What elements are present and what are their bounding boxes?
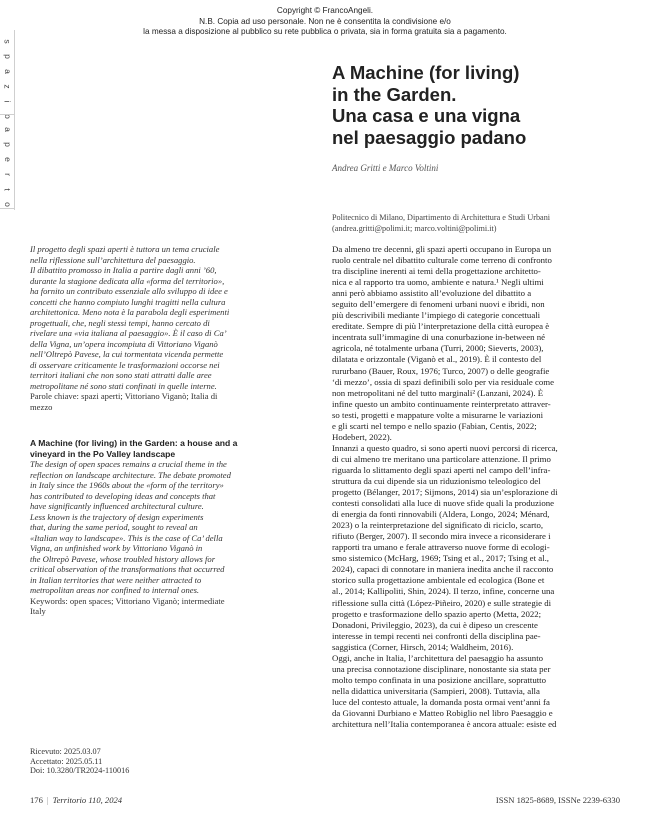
sidebar-letter: z <box>2 84 13 89</box>
body-line: architettura nell’Italia contemporanea è ancora attuale: esiste ed <box>332 719 557 730</box>
body-line: ruolo centrale nel dibattito culturale come terreno di confronto <box>332 255 552 266</box>
abstract-line: has contributed to developing ideas and concepts that <box>30 490 216 501</box>
body-line: più descrivibili mediante l’impiego di categorie concettuali <box>332 310 541 321</box>
sidebar-letter: e <box>2 157 13 162</box>
abstract-line: ha fornito un contributo essenziale allo sviluppo di idee e <box>30 286 228 296</box>
sidebar-letter: r <box>2 173 13 176</box>
body-line: Innanzi a questo quadro, si sono aperti nuovi percorsi di ricerca, <box>332 442 558 453</box>
abstract-line: in Italy since the 1960s about the «form of the territory» <box>30 480 224 490</box>
body-line: struttura da cui dipende sia un riduzionismo teleologico del <box>332 475 541 486</box>
abstract-line: nell’Oltrepò Pavese, la cui tormentata vicenda permette <box>30 349 224 359</box>
article-authors: Andrea Gritti e Marco Voltini <box>332 163 439 173</box>
body-line: ‘di mezzo’, ossia di spazi definibili solo per via residuale come <box>332 376 555 387</box>
author-affiliation <box>332 213 632 234</box>
keywords-line: Italy <box>30 606 46 616</box>
doi: Doi: 10.3280/TR2024-110016 <box>30 766 130 776</box>
body-line: storico sulla progettazione ambientale ed ecologica (Bone et <box>332 575 545 586</box>
abstract-line: concetti che hanno compiuto lunghi tragitti nella cultura <box>30 296 226 307</box>
abstract-line: metropolitane né sono stati confinati in quelle interne. <box>30 380 217 391</box>
body-line: saggistica (Corner, Hirsch, 2014; Waldheim, 2016). <box>332 641 514 652</box>
body-line: progetto e trasformazione dello spazio aperto (Metta, 2022; <box>332 608 542 619</box>
body-line: non metropolitani né del tutto marginali² (Lanzani, 2024). È <box>332 387 544 398</box>
abstract-line: di osservare criticamente le trasformazioni occorse nei <box>30 359 220 370</box>
abstract-line: Il dibattito promosso in Italia a partire dagli anni ’60, <box>30 265 217 275</box>
body-line: nica e al rapporto tra uomo, ambiente e natura.¹ Negli ultimi <box>332 277 544 288</box>
abstract-line: critical observation of the transformations that occurred <box>30 564 225 574</box>
body-line: infine questo un ambito continuamente reinterpretato attraver- <box>332 398 551 409</box>
sidebar-letter: p <box>2 142 13 147</box>
body-text-column <box>332 244 622 730</box>
body-line: so testi, progetti e mappature volte a misurarne le variazioni <box>332 409 544 420</box>
copyright-notice <box>0 6 650 38</box>
keywords-line: Keywords: open spaces; Vittoriano Viganò; intermediate <box>30 595 225 606</box>
body-line: riflessione sulla città (López-Piñeiro, 2020) e sulle strategie di <box>332 597 552 608</box>
body-line: agricola, né totalmente urbana (Turri, 2000; Sieverts, 2003), <box>332 343 544 354</box>
abstract-english <box>30 459 305 596</box>
page-number: 176 <box>30 795 43 805</box>
english-title <box>30 438 305 459</box>
english-title-line: A Machine (for living) in the Garden: a house and a <box>30 438 238 448</box>
body-line: di cui almeno tre meritano una particolare attenzione. Il primo <box>332 453 551 464</box>
body-line: progetto (Bélanger, 2017; Sijmons, 2014) sia un’esplorazione di <box>332 487 558 498</box>
body-line: 2023) o la reinterpretazione del significato di riciclo, scarto, <box>332 520 544 531</box>
body-line: e gli scarti nel tempo e nello spazio (Fabian, Centis, 2022; <box>332 420 537 431</box>
footer-separator: | <box>46 795 49 805</box>
title-line: in the Garden. <box>332 83 457 105</box>
abstract-line: «Italian way to landscape». This is the case of Ca’ della <box>30 532 223 543</box>
body-line: tra discipline inerenti ai temi della progettazione architetto- <box>332 266 541 277</box>
body-line: ereditate. Sempre di più l’interpretazione della città europea è <box>332 321 550 332</box>
section-sidebar <box>0 30 15 210</box>
body-line: dilatata e orizzontale (Viganò et al., 2019). È il contesto del <box>332 354 542 365</box>
body-line: molto tempo confinata in una posizione ancillare, soprattutto <box>332 674 546 685</box>
sidebar-letter: o <box>2 114 13 119</box>
abstract-line: the Oltrepò Pavese, whose troubled history allows for <box>30 553 216 564</box>
abstract-line: metropolitan areas nor confined to internal ones. <box>30 585 200 595</box>
keywords-line: Parole chiave: spazi aperti; Vittoriano Viganò; Italia di <box>30 391 218 401</box>
abstract-line: nella riflessione sull’architettura del paesaggio. <box>30 254 196 265</box>
abstract-line: Less known is the trajectory of design experiments <box>30 511 204 522</box>
abstracts-column <box>30 244 305 617</box>
issn: ISSN 1825-8689, ISSNe 2239-6330 <box>495 795 620 805</box>
affiliation-line: (andrea.gritti@polimi.it; marco.voltini@polimi.it) <box>332 223 497 233</box>
sidebar-word-spazio <box>0 34 14 124</box>
body-line: smo sistemico (McHarg, 1969; Tsing et al., 2017; Tsing et al., <box>332 553 549 564</box>
body-line: anni però abbiamo assistito all’evoluzione del dibattito a <box>332 288 532 299</box>
copyright-line: Copyright © FrancoAngeli. <box>276 6 374 15</box>
title-line: nel paesaggio padano <box>332 126 527 148</box>
body-line: una precisa connotazione disciplinare, nonostante sia stata per <box>332 663 551 674</box>
abstract-line: in Italian territories that were neither attracted to <box>30 574 202 585</box>
accepted-date: Accettato: 2025.05.11 <box>30 756 103 766</box>
body-line: rifiuto (Berger, 2007). Il secondo mira invece a riconsiderare i <box>332 531 551 542</box>
copyright-line: la messa a disposizione al pubblico su rete pubblica o privata, sia in forma gratuita sia a pagamento. <box>143 27 507 37</box>
keywords-line: mezzo <box>30 401 53 412</box>
sidebar-letter: s <box>2 39 13 44</box>
sidebar-divider <box>0 114 14 115</box>
body-line: al., 2014; Kallipoliti, Shin, 2024). Il terzo, infine, concerne una <box>332 586 555 597</box>
sidebar-letter: t <box>2 188 13 191</box>
body-line: incentrata sull’immagine di una conurbazione in-between né <box>332 332 545 343</box>
body-line: di energia da fonti rinnovabili (Aldera, Longo, 2024; Ménard, <box>332 509 550 520</box>
keywords-italian <box>30 391 305 412</box>
body-line: 2024), capaci di connotare in maniera inedita anche il racconto <box>332 564 554 575</box>
body-line: da Giovanni Durbiano e Matteo Robiglio nel libro Paesaggio e <box>332 707 553 718</box>
sidebar-divider <box>0 208 14 209</box>
title-line: Una casa e una vigna <box>332 105 521 126</box>
abstract-line: that, during the same period, sought to reveal an <box>30 522 198 532</box>
abstract-line: The design of open spaces remains a crucial theme in the <box>30 459 227 469</box>
body-line: Da almeno tre decenni, gli spazi aperti occupano in Europa un <box>332 244 552 254</box>
submission-dates <box>30 747 129 776</box>
sidebar-letter: o <box>2 202 13 207</box>
abstract-line: progettuali, che, negli stessi tempi, hanno cercato di <box>30 317 210 328</box>
body-line: seguito dell’emergere di fenomeni urbani nuovi e ibridi, non <box>332 299 545 310</box>
abstract-line: reflection on landscape architecture. The debate promoted <box>30 469 231 480</box>
sidebar-letter: p <box>2 54 13 59</box>
body-line: rururbano (Bauer, Roux, 1976; Turco, 2007) o delle geografie <box>332 365 550 376</box>
body-line: nella didattica universitaria (Sampieri, 2008). Tuttavia, alla <box>332 685 540 696</box>
sidebar-word-aperto <box>0 122 14 212</box>
sidebar-letter: i <box>2 100 13 103</box>
abstract-line: rivelare una «via italiana al paesaggio». È il caso di Ca’ <box>30 328 227 338</box>
english-title-line: vineyard in the Po Valley landscape <box>30 448 176 459</box>
abstract-line: Il progetto degli spazi aperti è tuttora un tema cruciale <box>30 244 220 254</box>
body-line: Hodebert, 2022). <box>332 431 392 442</box>
article-title <box>332 62 632 148</box>
affiliation-line: Politecnico di Milano, Dipartimento di Architettura e Studi Urbani <box>332 213 551 222</box>
abstract-line: territori italiani che non sono stati attratti dalle aree <box>30 370 212 380</box>
received-date: Ricevuto: 2025.03.07 <box>30 747 101 756</box>
abstract-line: Vigna, an unfinished work by Vittoriano Viganò in <box>30 543 203 553</box>
journal-issue: Territorio 110, 2024 <box>52 795 123 805</box>
abstract-line: architettonica. Meno nota è la parabola degli esperimenti <box>30 307 230 317</box>
copyright-line: N.B. Copia ad uso personale. Non ne è consentita la condivisione e/o <box>199 16 451 26</box>
abstract-italian <box>30 244 305 391</box>
abstract-line: durante la stagione dedicata alla «forma del territorio», <box>30 275 225 286</box>
sidebar-letter: a <box>2 127 13 132</box>
body-line: Donadoni, Privileggio, 2023), da cui è dipeso un crescente <box>332 619 538 630</box>
body-line: riguarda lo slittamento degli spazi aperti nel campo dell’infra- <box>332 464 551 475</box>
abstract-line: have significantly influenced architectural culture. <box>30 501 204 511</box>
body-line: contesti consolidati alla luce di nuove sfide quali la produzione <box>332 498 555 509</box>
body-line: interesse in tempi recenti nei confronti della disciplina pae- <box>332 630 541 641</box>
body-line: luce del contesto attuale, la domanda posta ormai vent’anni fa <box>332 696 550 707</box>
abstract-line: della Vigna, un’opera incompiuta di Vittoriano Viganò <box>30 338 218 349</box>
title-line: A Machine (for living) <box>332 62 520 83</box>
body-line: Oggi, anche in Italia, l’architettura del paesaggio ha assunto <box>332 652 544 663</box>
body-line: rapporti tra umano e ferale attraverso nuove forme di ecologi- <box>332 542 550 553</box>
sidebar-letter: a <box>2 69 13 74</box>
keywords-english <box>30 596 305 617</box>
page-footer-left <box>30 795 122 805</box>
